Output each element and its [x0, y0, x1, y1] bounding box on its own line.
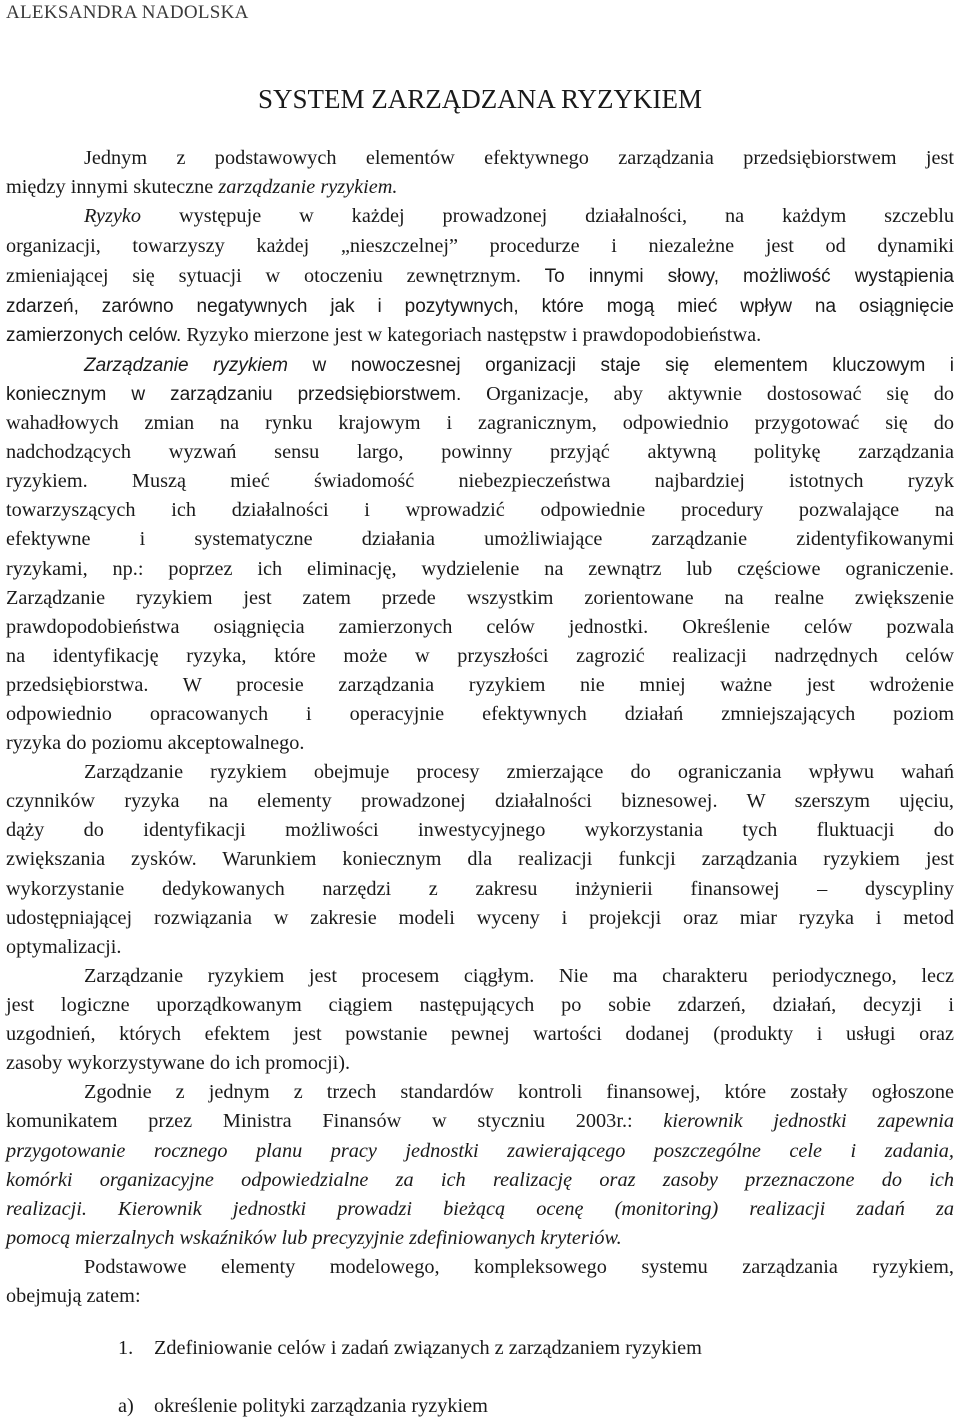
body-line: uzgodnień, których efektem jest powstanie pewnej wartości dodanej (produkty i usługi oraz: [6, 1023, 954, 1045]
body-line: ryzykiem. Muszą mieć świadomość niebezpieczeństwa najbardziej istotnych ryzyk: [6, 470, 954, 492]
body-line: wahadłowych zmian na rynku krajowym i zagranicznym, odpowiednio przygotować się do: [6, 412, 954, 434]
body-line: efektywne i systematyczne działania umożliwiające zarządzanie zidentyfikowanymi: [6, 528, 954, 550]
body-line: Podstawowe elementy modelowego, kompleksowego systemu zarządzania ryzykiem,: [84, 1256, 954, 1278]
body-line: ryzykami, np.: poprzez ich eliminację, wydzielenie na zewnątrz lub częściowe ograniczenie.: [6, 558, 954, 580]
body-line: zmieniającej się sytuacji w otoczeniu zewnętrznym. To innymi słowy, możliwość wystąpienia: [6, 265, 954, 287]
body-line: przedsiębiorstwa. W procesie zarządzania ryzykiem nie mniej ważne jest wdrożenie: [6, 674, 954, 696]
body-line: wykorzystanie dedykowanych narzędzi z zakresu inżynierii finansowej – dyscypliny: [6, 878, 954, 900]
body-line: na identyfikację ryzyka, które może w przyszłości zagrozić realizacji nadrzędnych celów: [6, 645, 954, 667]
body-line: dąży do identyfikacji możliwości inwestycyjnego wykorzystania tych fluktuacji do: [6, 819, 954, 841]
body-line: udostępniającej rozwiązania w zakresie modeli wyceny i projekcji oraz miar ryzyka i metod: [6, 907, 954, 929]
body-line: Zarządzanie ryzykiem jest procesem ciągłym. Nie ma charakteru periodycznego, lecz: [84, 965, 954, 987]
body-line: organizacji, towarzyszy każdej „nieszczelnej” procedurze i niezależne jest od dynamiki: [6, 235, 954, 257]
body-line: prawdopodobieństwa osiągnięcia zamierzonych celów jednostki. Określenie celów pozwala: [6, 616, 954, 638]
body-line: zwiększania zysków. Warunkiem koniecznym dla realizacji funkcji zarządzania ryzykiem jest: [6, 848, 954, 870]
body-line: zamierzonych celów. Ryzyko mierzone jest w kategoriach następstw i prawdopodobieństwa.: [6, 324, 762, 346]
body-line: towarzyszących ich działalności i wprowadzić odpowiednie procedury pozwalające na: [6, 499, 954, 521]
list-item-number: 1.: [118, 1337, 134, 1359]
body-line: Zarządzanie ryzykiem w nowoczesnej organizacji staje się elementem kluczowym i: [84, 355, 955, 376]
body-line: Jednym z podstawowych elementów efektywnego zarządzania przedsiębiorstwem jest: [84, 147, 954, 169]
body-line: czynników ryzyka na elementy prowadzonej działalności biznesowej. W szerszym ujęciu,: [6, 790, 954, 812]
body-line: jest logiczne uporządkowanym ciągiem następujących po sobie zdarzeń, działań, decyzji i: [6, 994, 954, 1016]
list-item-text: Zdefiniowanie celów i zadań związanych z zarządzaniem ryzykiem: [154, 1337, 702, 1359]
list-item-letter: a): [118, 1395, 134, 1417]
document-title: SYSTEM ZARZĄDZANA RYZYKIEM: [257, 84, 702, 114]
body-line: Zgodnie z jednym z trzech standardów kontroli finansowej, które zostały ogłoszone: [84, 1081, 954, 1103]
body-line: komórki organizacyjne odpowiedzialne za ich realizację oraz zasoby przeznaczone do ich: [6, 1169, 954, 1191]
body-line: odpowiednio opracowanych i operacyjnie efektywnych działań zmniejszających poziom: [6, 703, 954, 725]
list-item-text: określenie polityki zarządzania ryzykiem: [154, 1395, 488, 1417]
body-line: przygotowanie rocznego planu pracy jednostki zawierającego poszczególne cele i zadania,: [6, 1140, 954, 1162]
body-line: komunikatem przez Ministra Finansów w styczniu 2003r.: kierownik jednostki zapewnia: [6, 1110, 954, 1132]
body-line: optymalizacji.: [6, 936, 122, 958]
body-line: obejmują zatem:: [6, 1285, 141, 1307]
body-line: Zarządzanie ryzykiem obejmuje procesy zmierzające do ograniczania wpływu wahań: [84, 761, 954, 783]
page-header-author: ALEKSANDRA NADOLSKA: [6, 2, 249, 23]
body-line: koniecznym w zarządzaniu przedsiębiorstwem. Organizacje, aby aktywnie dostosować się do: [6, 383, 954, 405]
body-line: nadchodzących wyzwań sensu largo, powinny przyjąć aktywną politykę zarządzania: [6, 441, 954, 463]
body-line: między innymi skuteczne zarządzanie ryzykiem.: [6, 176, 398, 198]
body-line: zdarzeń, zarówno negatywnych jak i pozytywnych, które mogą mieć wpływ na osiągnięcie: [6, 296, 954, 317]
body-line: realizacji. Kierownik jednostki prowadzi bieżącą ocenę (monitoring) realizacji zadań za: [6, 1198, 954, 1220]
body-line: pomocą mierzalnych wskaźników lub precyzyjnie zdefiniowanych kryteriów.: [6, 1227, 622, 1249]
body-line: zasoby wykorzystywane do ich promocji).: [6, 1052, 351, 1074]
body-line: Zarządzanie ryzykiem jest zatem przede wszystkim zorientowane na realne zwiększenie: [6, 587, 954, 609]
body-line: ryzyka do poziomu akceptowalnego.: [6, 732, 305, 754]
body-line: Ryzyko występuje w każdej prowadzonej działalności, na każdym szczeblu: [84, 205, 954, 227]
